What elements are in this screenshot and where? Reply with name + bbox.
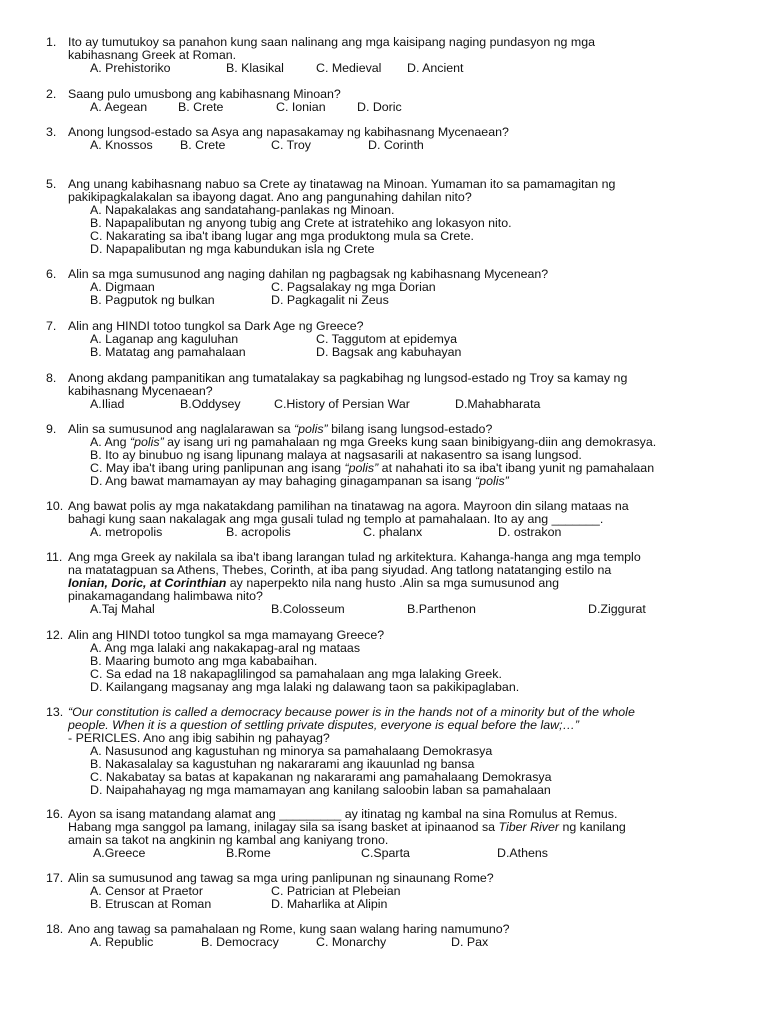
question-text: Ito ay tumutukoy sa panahon kung saan nalinang ang mga kaisipang naging pundasyon ng mga — [68, 35, 595, 49]
option-c: C. Pagsalakay ng mga Dorian — [271, 280, 436, 294]
option-a: A. Laganap ang kaguluhan — [90, 332, 239, 346]
options-row — [46, 847, 746, 860]
architecture-styles: Ionian, Doric, at Corinthian — [68, 576, 227, 590]
options-row — [46, 139, 746, 152]
pericles-quote: “Our constitution is called a democracy because power is in the hands not of a minority but of the whole — [68, 705, 635, 719]
option-b: B. Democracy — [201, 935, 279, 949]
option-c: B.Parthenon — [407, 602, 476, 616]
question-6 — [46, 268, 746, 307]
question-text: pinakamagandang halimbawa nito? — [68, 589, 263, 603]
question-16 — [46, 808, 746, 860]
question-text: na matatagpuan sa Athens, Thebes, Corinth, at iba pang siyudad. Ang tatlong natatanging estilo na — [68, 563, 612, 577]
question-text: Ionian, Doric, at Corinthian ay naperpekto nila nang husto .Alin sa mga sumusunod ang — [68, 576, 560, 590]
option-c: C. Nakabatay sa batas at kapakanan ng nakararami ang pamahalaang Demokrasya — [90, 770, 552, 784]
question-text: - PERICLES. Ano ang ibig sabihin ng pahayag? — [68, 731, 330, 745]
option-a: A. Prehistoriko — [90, 61, 171, 75]
question-text: Anong lungsod-estado sa Asya ang napasakamay ng kabihasnang Mycenaean? — [68, 125, 509, 139]
polis-term: “polis” — [293, 422, 328, 436]
option-c: C. Taggutom at epidemya — [316, 332, 457, 346]
option-d: D. Napapalibutan ng mga kabundukan isla ng Crete — [90, 242, 375, 256]
question-9 — [46, 423, 746, 488]
option-b: B. Etruscan at Roman — [90, 897, 212, 911]
option-a: A. Aegean — [90, 100, 148, 114]
question-number: 12. — [46, 628, 64, 642]
option-b: B. Crete — [178, 100, 224, 114]
option-a: A. Nasusunod ang kagustuhan ng minorya sa pamahalaang Demokrasya — [90, 744, 493, 758]
question-number: 16. — [46, 807, 64, 821]
option-c: C. May iba't ibang uring panlipunan ang isang “polis” at nahahati ito sa iba't ibang yunit ng pamahalaan — [90, 461, 655, 475]
options-row — [46, 398, 746, 411]
question-13 — [46, 706, 746, 797]
question-18 — [46, 923, 746, 949]
question-text: Ano ang tawag sa pamahalaan ng Rome, kung saan walang haring namumuno? — [68, 922, 510, 936]
options-row — [46, 898, 746, 911]
option-a: A. Ang “polis” ay isang uri ng pamahalaan ng mga Greeks kung saan binibigyang-diin ang demokrasya. — [90, 435, 657, 449]
option-d: D. ostrakon — [498, 525, 562, 539]
option-c: C. Medieval — [316, 61, 382, 75]
question-17 — [46, 872, 746, 911]
option-d: D. Kailangang magsanay ang mga lalaki ng dalawang taon sa pakikipaglaban. — [90, 680, 520, 694]
option-d: D. Doric — [357, 100, 402, 114]
option-b: B. Klasikal — [226, 61, 284, 75]
question-text: Habang mga sanggol pa lamang, inilagay sila sa isang basket at ipinaanod sa Tiber River ng kanilang — [68, 820, 626, 834]
question-number: 11. — [46, 550, 63, 564]
question-12 — [46, 629, 746, 694]
question-text: Alin sa sumusunod ang tawag sa mga uring panlipunan ng sinaunang Rome? — [68, 871, 494, 885]
option-c: C. Nakarating sa iba't ibang lugar ang mga produktong mula sa Crete. — [90, 229, 474, 243]
option-b: B. Crete — [180, 138, 226, 152]
option-d: D. Corinth — [368, 138, 424, 152]
option-b: B. Matatag ang pamahalaan — [90, 345, 246, 359]
option-a: A. Censor at Praetor — [90, 884, 203, 898]
options-row — [46, 62, 746, 75]
option-c: C. phalanx — [363, 525, 423, 539]
question-11 — [46, 551, 746, 616]
option-d: D. Ang bawat mamamayan ay may bahaging ginagampanan sa isang “polis” — [90, 474, 509, 488]
question-number: 7. — [46, 319, 57, 333]
option-b: B. Napapalibutan ng anyong tubig ang Crete at istratehiko ang lokasyon nito. — [90, 216, 512, 230]
option-a: A. Digmaan — [90, 280, 155, 294]
option-d: D.Mahabharata — [455, 397, 541, 411]
question-1 — [46, 36, 746, 75]
question-number: 8. — [46, 371, 57, 385]
question-text: Alin sa mga sumusunod ang naging dahilan ng pagbagsak ng kabihasnang Mycenean? — [68, 267, 549, 281]
option-c: C. Troy — [271, 138, 311, 152]
question-text: Alin ang HINDI totoo tungkol sa Dark Age ng Greece? — [68, 319, 364, 333]
question-7 — [46, 320, 746, 359]
question-number: 13. — [46, 705, 64, 719]
options-row — [46, 346, 746, 359]
question-8 — [46, 372, 746, 411]
question-text: Ang unang kabihasnang nabuo sa Crete ay tinatawag na Minoan. Yumaman ito sa pamamagitan ng — [68, 177, 616, 191]
question-number: 3. — [46, 125, 57, 139]
option-d: D. Pax — [451, 935, 489, 949]
option-a: A.Taj Mahal — [90, 602, 155, 616]
option-d: D. Bagsak ang kabuhayan — [316, 345, 462, 359]
option-a: A. Napakalakas ang sandatahang-panlakas ng Minoan. — [90, 203, 395, 217]
question-text: amain sa takot na angkinin ng kambal ang kaniyang trono. — [68, 833, 389, 847]
option-d: D. Maharlika at Alipin — [271, 897, 388, 911]
tiber-river: Tiber River — [498, 820, 559, 834]
option-a: A. Knossos — [90, 138, 153, 152]
option-a: A.Greece — [93, 846, 146, 860]
option-b: B. Nakasalalay sa kagustuhan ng nakararami ang ikauunlad ng bansa — [90, 757, 475, 771]
options-row — [46, 526, 746, 539]
question-text: Ang mga Greek ay nakilala sa iba't ibang larangan tulad ng arkitektura. Kahanga-hanga ang mga templo — [68, 550, 641, 564]
question-number: 17. — [46, 871, 64, 885]
option-c: C.History of Persian War — [274, 397, 410, 411]
option-b: B.Oddysey — [180, 397, 241, 411]
option-d: D.Ziggurat — [588, 602, 646, 616]
question-5 — [46, 178, 746, 256]
question-text: kabihasnang Greek at Roman. — [68, 48, 237, 62]
question-text: Alin ang HINDI totoo tungkol sa mga mamayang Greece? — [68, 628, 385, 642]
question-2 — [46, 88, 746, 114]
question-text: pakikipagkalakalan sa ibayong dagat. Ano ang pangunahing dahilan nito? — [68, 190, 472, 204]
option-c: C. Monarchy — [316, 935, 387, 949]
question-number: 10. — [46, 499, 64, 513]
question-number: 9. — [46, 422, 57, 436]
option-c: C. Ionian — [276, 100, 326, 114]
option-d: D. Ancient — [407, 61, 464, 75]
option-b: B. acropolis — [226, 525, 291, 539]
question-number: 18. — [46, 922, 64, 936]
question-text: bahagi kung saan nakalagak ang mga gusali tulad ng templo at pamahalaan. Ito ay ang _______. — [68, 512, 604, 526]
option-c: C. Sa edad na 18 nakapaglilingod sa pamahalaan ang mga lalaking Greek. — [90, 667, 502, 681]
option-b: B.Colosseum — [271, 602, 345, 616]
option-a: A.Iliad — [90, 397, 125, 411]
option-c: C.Sparta — [361, 846, 410, 860]
question-number: 6. — [46, 267, 57, 281]
option-b: B. Ito ay binubuo ng isang lipunang malaya at nagsasarili at nakasentro sa isang lungsod. — [90, 448, 582, 462]
option-a: A. metropolis — [90, 525, 163, 539]
option-b: B. Pagputok ng bulkan — [90, 293, 215, 307]
question-number: 5. — [46, 177, 57, 191]
question-number: 2. — [46, 87, 57, 101]
option-a: A. Republic — [90, 935, 154, 949]
options-row — [46, 936, 746, 949]
option-a: A. Ang mga lalaki ang nakakapag-aral ng mataas — [90, 641, 361, 655]
question-text: Anong akdang pampanitikan ang tumatalakay sa pagkabihag ng lungsod-estado ng Troy sa kamay ng — [68, 371, 628, 385]
question-text: Ayon sa isang matandang alamat ang _________ ay itinatag ng kambal na sina Romulus at Remus. — [68, 807, 618, 821]
question-text: kabihasnang Mycenaean? — [68, 384, 213, 398]
question-number: 1. — [46, 35, 57, 49]
option-d: D.Athens — [497, 846, 548, 860]
option-d: D. Pagkagalit ni Zeus — [271, 293, 389, 307]
question-10 — [46, 500, 746, 539]
options-row — [46, 101, 746, 114]
question-text: Alin sa sumusunod ang naglalarawan sa — [68, 422, 294, 436]
option-b: B.Rome — [226, 846, 271, 860]
question-3 — [46, 126, 746, 152]
option-d: D. Naipahahayag ng mga mamamayan ang kanilang saloobin laban sa pamahalaan — [90, 783, 551, 797]
options-row — [46, 603, 746, 616]
pericles-quote: people. When it is a question of settling private disputes, everyone is equal before the law;…” — [68, 718, 580, 732]
option-b: B. Maaring bumoto ang mga kababaihan. — [90, 654, 318, 668]
question-text: Saang pulo umusbong ang kabihasnang Minoan? — [68, 87, 341, 101]
question-text: Ang bawat polis ay mga nakatakdang pamilihan na tinatawag na agora. Mayroon din silang mataas na — [68, 499, 629, 513]
option-c: C. Patrician at Plebeian — [271, 884, 401, 898]
question-text: bilang isang lungsod-estado? — [327, 422, 493, 436]
options-row — [46, 294, 746, 307]
